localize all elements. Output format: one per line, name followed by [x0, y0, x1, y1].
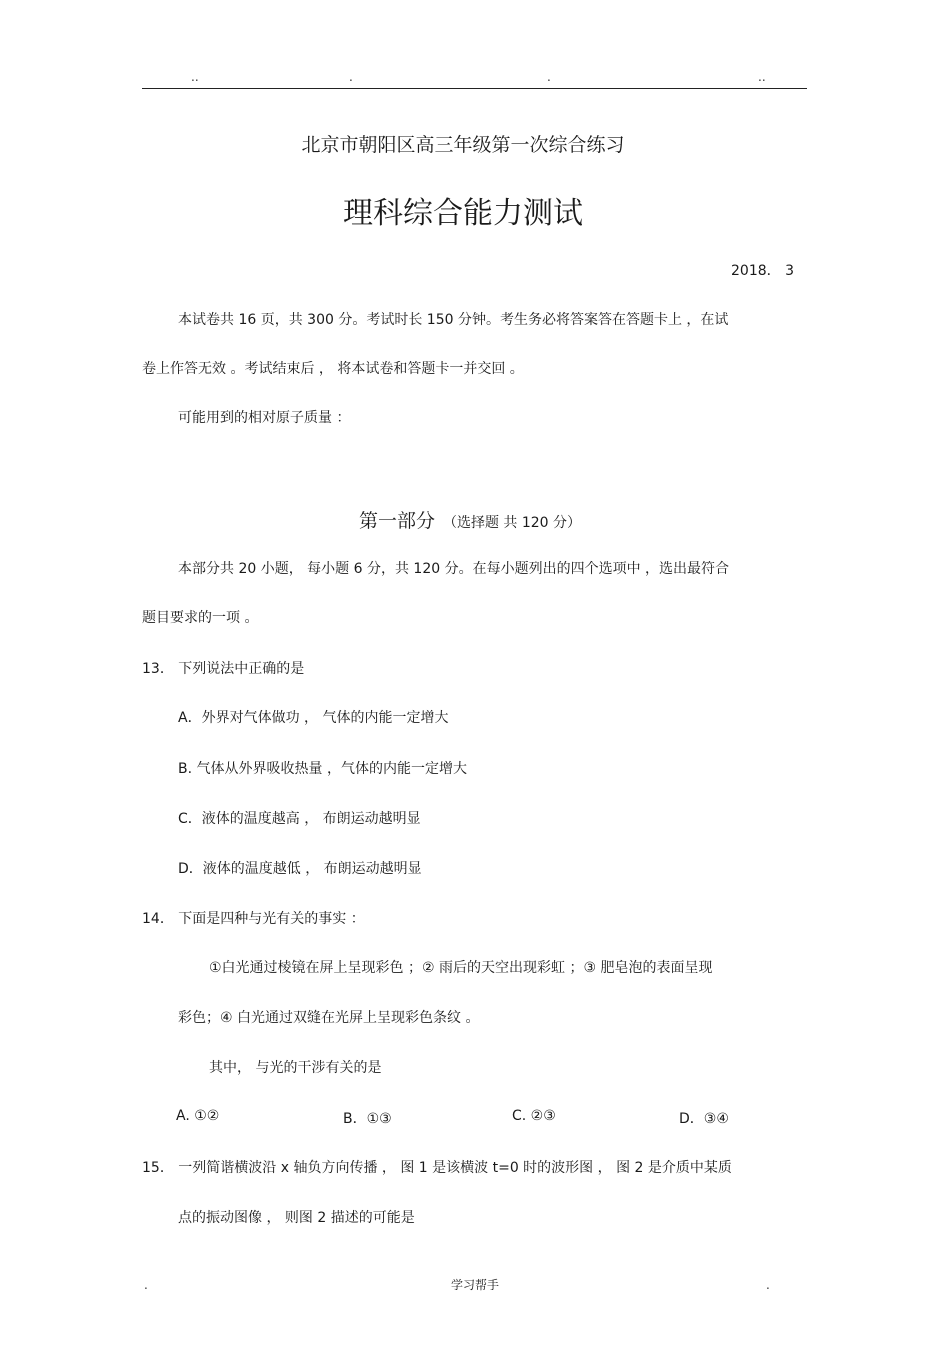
- q14-option-b: B．①③: [343, 1111, 392, 1127]
- part1-title: 第一部分: [358, 510, 435, 532]
- q14-stem: 14． 下面是四种与光有关的事实 ：: [142, 911, 365, 927]
- part1-subtitle: （选择题 共 120 分）: [442, 515, 582, 531]
- intro-line-2: 卷上作答无效 。考试结束后 ， 将本试卷和答题卡一并交回 。: [142, 361, 524, 377]
- q14-option-d: D．③④: [679, 1111, 729, 1127]
- header-mark-4: ..: [758, 70, 766, 84]
- part1-desc-2: 题目要求的一项 。: [142, 610, 259, 626]
- footer-right-mark: .: [766, 1278, 770, 1292]
- q13-option-a: A．外界对气体做功 ， 气体的内能一定增大: [178, 710, 449, 726]
- q14-option-c: C. ②③: [512, 1108, 556, 1124]
- q13-option-c: C．液体的温度越高 ， 布朗运动越明显: [178, 811, 421, 827]
- q14-option-a: A. ①②: [176, 1108, 220, 1124]
- q14-line-2: 彩色；④ 白光通过双缝在光屏上呈现彩色条纹 。: [178, 1010, 480, 1026]
- exam-title: 北京市朝阳区高三年级第一次综合练习: [301, 134, 625, 156]
- header-mark-1: ..: [191, 70, 199, 84]
- header-rule: [142, 88, 807, 89]
- part1-heading: [0, 506, 940, 533]
- part1-desc-1: 本部分共 20 小题， 每小题 6 分，共 120 分。在每小题列出的四个选项中 ，选出最符合: [178, 561, 730, 577]
- q13-option-b: B. 气体从外界吸收热量 ，气体的内能一定增大: [178, 761, 467, 777]
- q14-line-1: ①白光通过棱镜在屏上呈现彩色 ；② 雨后的天空出现彩虹 ；③ 肥皂泡的表面呈现: [209, 960, 713, 976]
- intro-line-3: 可能用到的相对原子质量 ：: [178, 410, 351, 426]
- q15-stem: 15． 一列简谐横波沿 x 轴负方向传播 ， 图 1 是该横波 t=0 时的波形图 ， 图 2 是介质中某质: [142, 1160, 732, 1176]
- header-mark-2: .: [349, 70, 353, 84]
- footer-text: 学习帮手: [450, 1278, 499, 1292]
- intro-line-1: 本试卷共 16 页，共 300 分。考试时长 150 分钟。考生务必将答案答在答题卡上 ，在试: [178, 312, 729, 328]
- exam-date: 2018． 3: [731, 263, 794, 279]
- footer-left-mark: .: [144, 1278, 148, 1292]
- exam-subtitle: 理科综合能力测试: [343, 196, 583, 231]
- q15-line-2: 点的振动图像 ， 则图 2 描述的可能是: [178, 1210, 415, 1226]
- q14-line-3: 其中， 与光的干涉有关的是: [209, 1060, 382, 1076]
- q13-stem: 13． 下列说法中正确的是: [142, 661, 305, 677]
- q13-option-d: D．液体的温度越低 ， 布朗运动越明显: [178, 861, 422, 877]
- header-mark-3: .: [547, 70, 551, 84]
